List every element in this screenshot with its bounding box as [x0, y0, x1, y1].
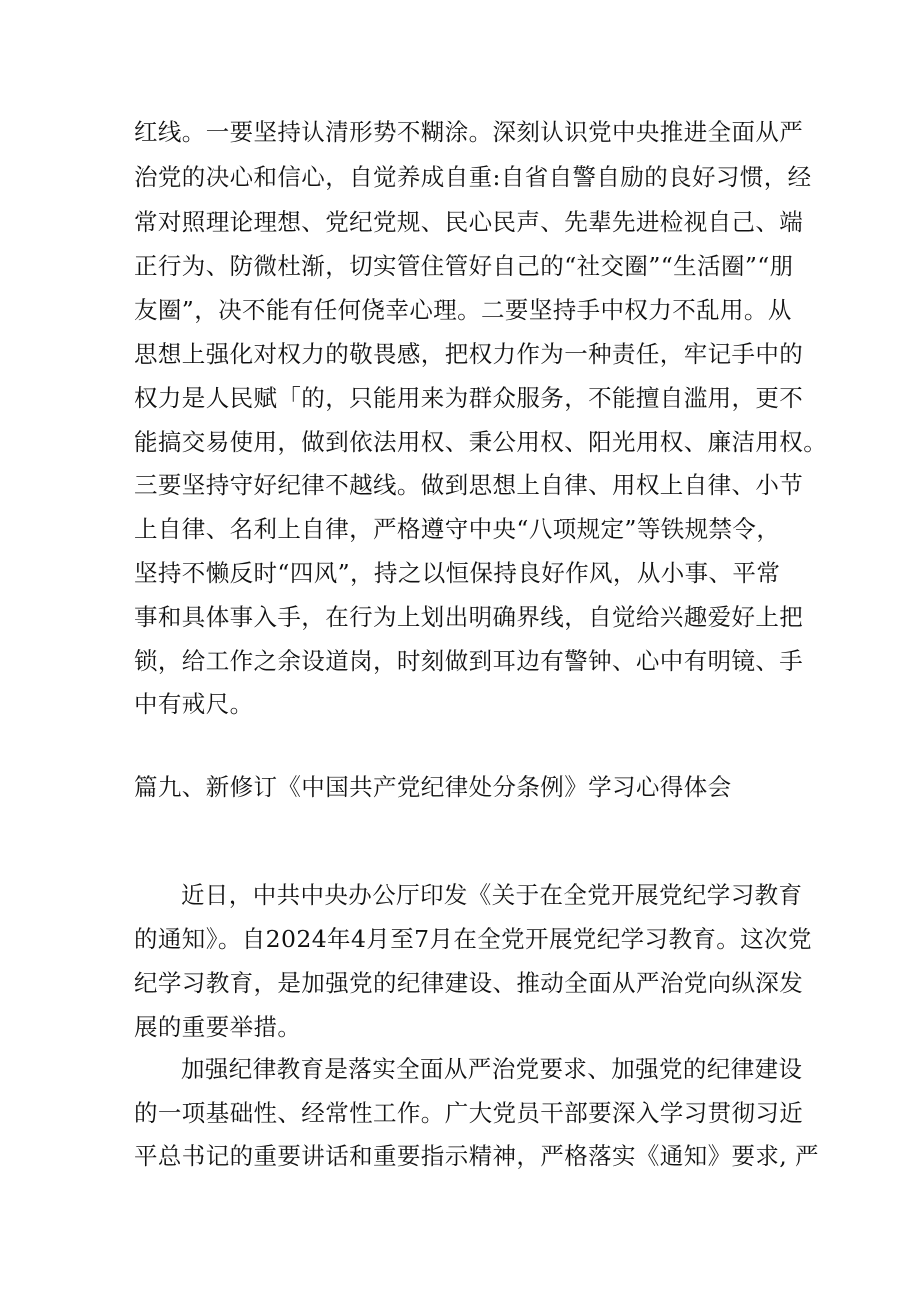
text-line: 能搞交易使用，做到依法用权、秉公用权、阳光用权、廉洁用权。	[134, 428, 828, 456]
text-line: 近日，中共中央办公厅印发《关于在全党开展党纪学习教育	[181, 881, 803, 909]
text-line: 治党的决心和信心，自觉养成自重:自省自警自励的良好习惯，经	[134, 163, 812, 191]
text-line: 的通知》。自2024年4月至7月在全党开展党纪学习教育。这次党	[134, 925, 812, 953]
text-line: 正行为、防微杜渐，切实管住管好自己的“社交圈”“生活圈”“朋	[134, 252, 794, 280]
text-line: 展的重要举措。	[134, 1013, 302, 1041]
text-line: 事和具体事入手，在行为上划出明确界线，自觉给兴趣爱好上把	[134, 603, 804, 631]
text-line: 加强纪律教育是落实全面从严治党要求、加强党的纪律建设	[181, 1055, 803, 1083]
text-line: 友圈”，决不能有任何侥幸心理。二要坚持手中权力不乱用。从	[134, 296, 792, 324]
text-line: 坚持不懒反时“四风”，持之以恒保持良好作风，从小事、平常	[134, 559, 781, 587]
text-line: 中有戒尺。	[134, 690, 254, 718]
text-line: 常对照理论理想、党纪党规、民心民声、先辈先进检视自己、端	[134, 208, 804, 236]
text-line: 三要坚持守好纪律不越线。做到思想上自律、用权上自律、小节	[134, 471, 804, 499]
text-line: 平总书记的重要讲话和重要指示精神，严格落实《通知》要求, 严	[134, 1142, 819, 1170]
text-line: 上自律、名利上自律，严格遵守中央“八项规定”等铁规禁令，	[134, 515, 781, 543]
section-title: 篇九、新修订《中国共产党纪律处分条例》学习心得体会	[134, 773, 732, 801]
text-line: 红线。一要坚持认清形势不糊涂。深刻认识党中央推进全面从严	[134, 118, 804, 146]
text-line: 思想上强化对权力的敬畏感，把权力作为一种责任，牢记手中的	[134, 340, 804, 368]
text-line: 权力是人民赋「的，只能用来为群众服务，不能擅自滥用，更不	[134, 384, 804, 412]
text-line: 纪学习教育，是加强党的纪律建设、推动全面从严治党向纵深发	[134, 969, 804, 997]
text-line: 的一项基础性、经常性工作。广大党员干部要深入学习贯彻习近	[134, 1099, 804, 1127]
text-line: 锁，给工作之余设道岗，时刻做到耳边有警钟、心中有明镜、手	[134, 647, 804, 675]
